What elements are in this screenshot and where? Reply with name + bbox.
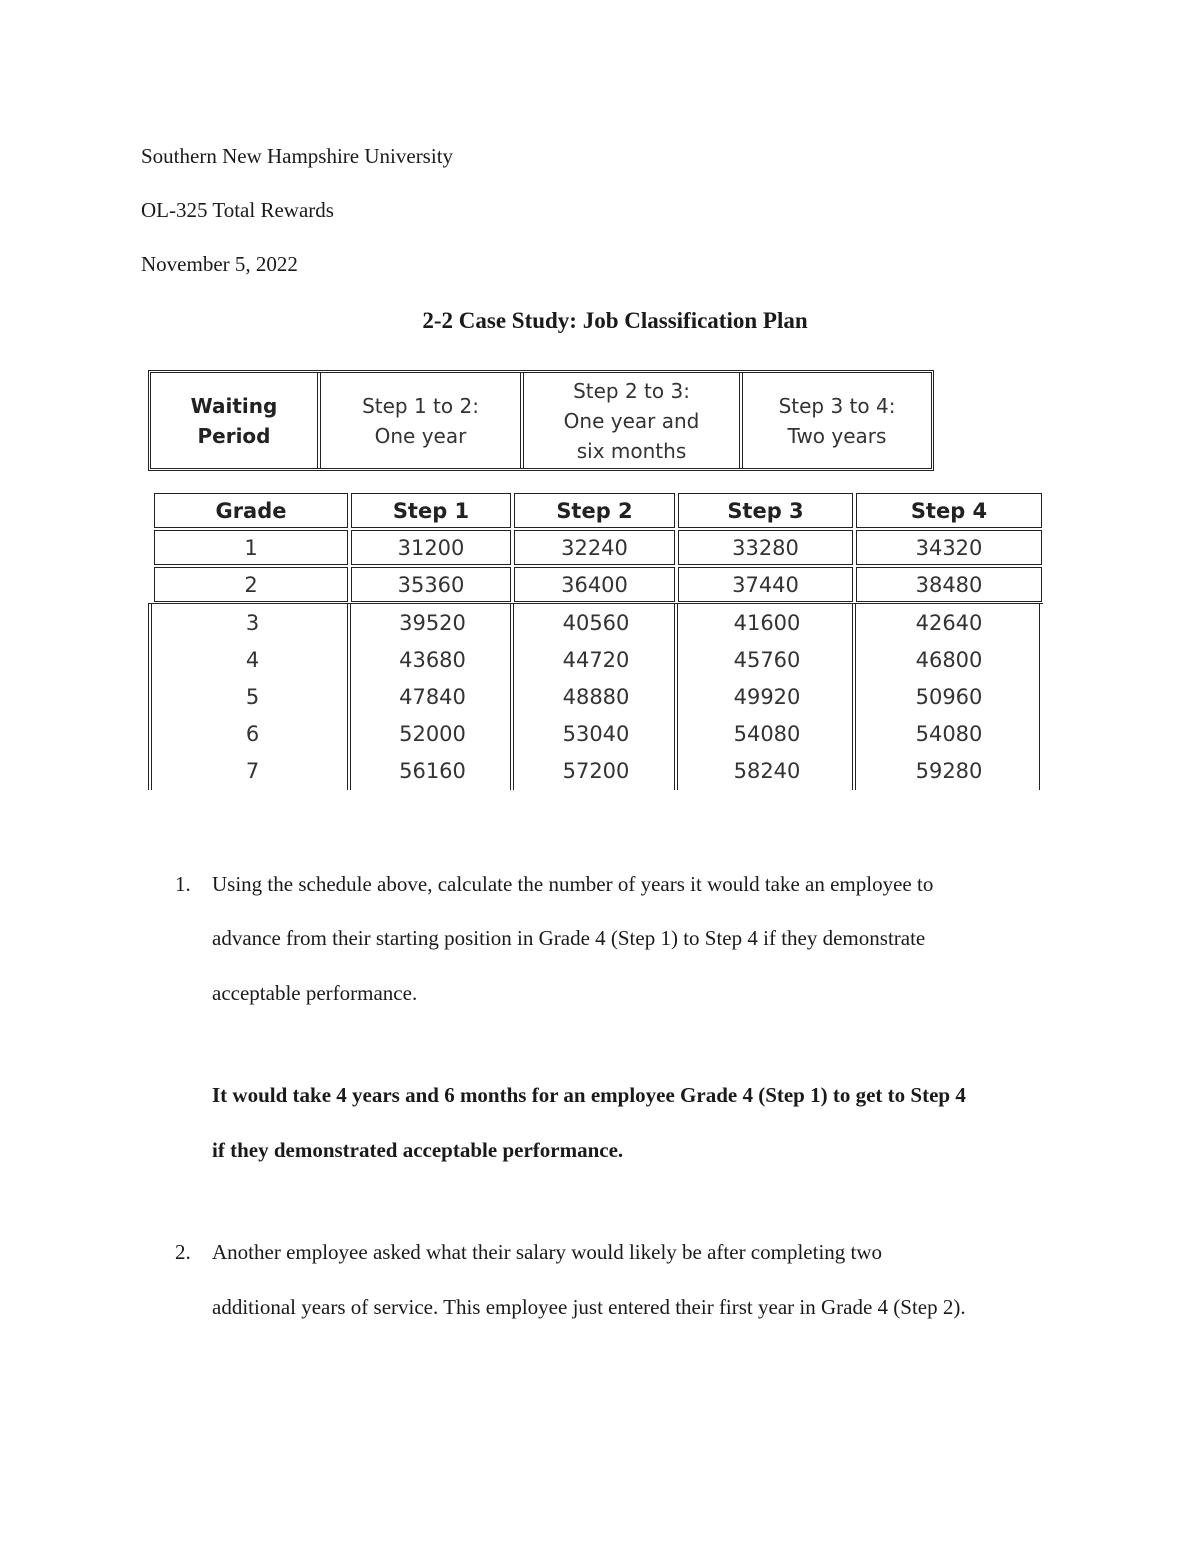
salary-cell: 54080 <box>915 721 983 746</box>
header-step-3: Step 3 <box>678 493 853 528</box>
header-step-2: Step 2 <box>514 493 675 528</box>
waiting-period-step-2-3-cell <box>520 373 739 468</box>
table-row <box>154 530 1042 565</box>
header-grade: Grade <box>154 493 348 528</box>
course-name: OL-325 Total Rewards <box>141 198 334 222</box>
salary-cell: 45760 <box>733 647 801 672</box>
document-title: 2-2 Case Study: Job Classification Plan <box>422 308 808 333</box>
question-1-line-1: Using the schedule above, calculate the number of years it would take an employee to <box>212 872 934 896</box>
question-1-number: 1. <box>175 872 191 896</box>
salary-cell: 54080 <box>733 721 801 746</box>
salary-cell: 56160 <box>399 758 466 783</box>
question-1-line-3: acceptable performance. <box>212 981 418 1005</box>
waiting-period-label-cell <box>151 373 317 468</box>
table-body-block <box>148 603 1043 790</box>
waiting-period-step-1-2: Step 1 to 2: One year <box>362 393 479 448</box>
salary-cell: 47840 <box>399 684 466 709</box>
salary-cell: 40560 <box>562 610 630 635</box>
salary-cell: 42640 <box>915 610 983 635</box>
waiting-period-step-1-2-cell <box>317 373 520 468</box>
salary-cell: 37440 <box>678 567 853 602</box>
column-divider <box>148 604 152 790</box>
grade-cell: 2 <box>154 567 348 602</box>
salary-cell: 41600 <box>733 610 801 635</box>
grade-cell: 3 <box>245 610 260 635</box>
question-2-line-2: additional years of service. This employee just entered their first year in Grade 4 (Step 2). <box>212 1295 966 1319</box>
salary-cell: 46800 <box>915 647 983 672</box>
answer-1-line-1: It would take 4 years and 6 months for an employee Grade 4 (Step 1) to get to Step 4 <box>212 1083 966 1107</box>
salary-cell: 35360 <box>351 567 511 602</box>
salary-cell: 57200 <box>562 758 630 783</box>
salary-cell: 48880 <box>562 684 630 709</box>
header-step-1: Step 1 <box>351 493 511 528</box>
salary-cell: 52000 <box>399 721 466 746</box>
table-row <box>154 678 1042 715</box>
salary-cell: 39520 <box>399 610 466 635</box>
salary-cell: 34320 <box>856 530 1042 565</box>
table-row <box>154 604 1042 641</box>
table-row <box>154 752 1042 789</box>
waiting-period-table <box>148 370 934 471</box>
university-name: Southern New Hampshire University <box>141 144 454 168</box>
salary-cell: 38480 <box>856 567 1042 602</box>
salary-cell: 53040 <box>562 721 630 746</box>
document-date: November 5, 2022 <box>141 252 298 276</box>
table-row <box>154 715 1042 752</box>
grade-cell: 7 <box>245 758 260 783</box>
header-step-4: Step 4 <box>856 493 1042 528</box>
table-row <box>154 567 1042 602</box>
question-2-number: 2. <box>175 1240 191 1264</box>
salary-cell: 33280 <box>678 530 853 565</box>
salary-cell: 43680 <box>399 647 466 672</box>
grade-cell: 1 <box>154 530 348 565</box>
table-row <box>154 641 1042 678</box>
waiting-period-label: Waiting Period <box>190 393 278 448</box>
table-header-row <box>154 493 1042 528</box>
salary-cell: 59280 <box>915 758 983 783</box>
answer-1-line-2: if they demonstrated acceptable performance. <box>212 1138 624 1162</box>
question-1-line-2: advance from their starting position in Grade 4 (Step 1) to Step 4 if they demonstrate <box>212 926 926 950</box>
grade-cell: 4 <box>245 647 260 672</box>
salary-cell: 32240 <box>514 530 675 565</box>
waiting-period-step-3-4: Step 3 to 4: Two years <box>778 393 896 448</box>
salary-cell: 44720 <box>562 647 630 672</box>
salary-cell: 58240 <box>733 758 801 783</box>
salary-cell: 49920 <box>733 684 801 709</box>
salary-cell: 36400 <box>514 567 675 602</box>
salary-grade-table <box>148 493 1043 789</box>
grade-cell: 5 <box>245 684 260 709</box>
waiting-period-step-2-3: Step 2 to 3: One year and six months <box>563 378 700 463</box>
salary-cell: 50960 <box>915 684 983 709</box>
salary-cell: 31200 <box>351 530 511 565</box>
question-2-line-1: Another employee asked what their salary would likely be after completing two <box>212 1240 883 1264</box>
grade-cell: 6 <box>245 721 260 746</box>
waiting-period-step-3-4-cell <box>739 373 931 468</box>
